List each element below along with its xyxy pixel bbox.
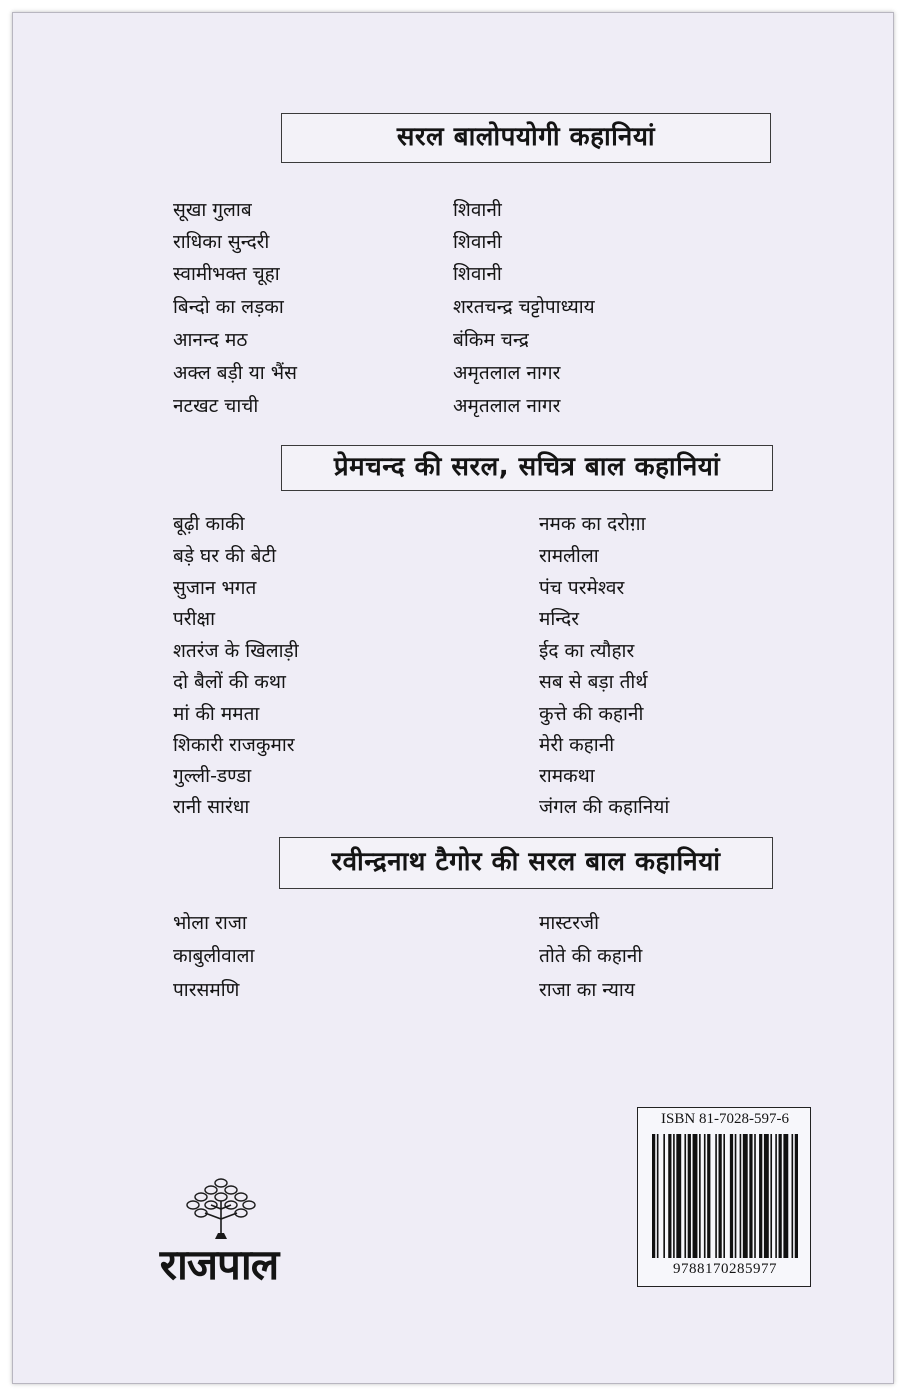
list-item-author: बंकिम चन्द्र <box>453 329 529 351</box>
barcode-bar <box>676 1134 681 1258</box>
list-item: जंगल की कहानियां <box>539 796 670 818</box>
barcode-bar <box>783 1134 788 1258</box>
list-item: मां की ममता <box>173 703 260 725</box>
list-item: पंच परमेश्वर <box>539 577 625 599</box>
list-item-author: शिवानी <box>453 199 502 221</box>
barcode-bar <box>723 1134 725 1258</box>
list-item: परीक्षा <box>173 608 216 630</box>
list-item: बूढ़ी काकी <box>173 513 245 535</box>
list-item: मेरी कहानी <box>539 734 615 756</box>
list-item-author: शिवानी <box>453 231 502 253</box>
barcode-bar <box>663 1134 665 1258</box>
list-item: रामलीला <box>539 545 599 567</box>
barcode-bar <box>657 1134 659 1258</box>
list-item: रानी सारंधा <box>173 796 250 818</box>
list-item: तोते की कहानी <box>539 945 643 967</box>
list-item: भोला राजा <box>173 912 247 934</box>
barcode-bar <box>730 1134 733 1258</box>
list-item: ईद का त्यौहार <box>539 640 635 662</box>
list-item: सब से बड़ा तीर्थ <box>539 671 648 693</box>
barcode-bar <box>740 1134 742 1258</box>
barcode-bar <box>699 1134 701 1258</box>
list-item: नमक का दरोग़ा <box>539 513 646 535</box>
barcode-bar <box>792 1134 794 1258</box>
isbn-label: ISBN 81-7028-597-6 <box>661 1111 789 1127</box>
barcode-bar <box>673 1134 675 1258</box>
section-title-saral-balopyogi: सरल बालोपयोगी कहानियां <box>281 113 771 163</box>
barcode-bar <box>775 1134 777 1258</box>
list-item: स्वामीभक्त चूहा <box>173 263 280 285</box>
barcode-bar <box>652 1134 655 1258</box>
ean-digits: 9788170285977 <box>673 1261 777 1277</box>
list-item: रामकथा <box>539 765 595 787</box>
list-item-author: अमृतलाल नागर <box>453 395 561 417</box>
barcode-bar <box>693 1134 698 1258</box>
list-item: गुल्ली-डण्डा <box>173 765 252 787</box>
barcode-block <box>637 1107 811 1287</box>
list-item: शतरंज के खिलाड़ी <box>173 640 299 662</box>
list-item: राजा का न्याय <box>539 979 635 1001</box>
list-item: राधिका सुन्दरी <box>173 231 270 253</box>
barcode-bar <box>759 1134 762 1258</box>
barcode-bar <box>795 1134 798 1258</box>
section-title-premchand: प्रेमचन्द की सरल, सचित्र बाल कहानियां <box>281 445 773 491</box>
list-item-author: शरतचन्द्र चट्टोपाध्याय <box>453 296 595 318</box>
list-item: नटखट चाची <box>173 395 259 417</box>
barcode-bar <box>743 1134 748 1258</box>
list-item-author: अमृतलाल नागर <box>453 362 561 384</box>
barcode-bar <box>688 1134 691 1258</box>
barcode-bar <box>779 1134 782 1258</box>
barcode-bar <box>704 1134 706 1258</box>
barcode-bar <box>754 1134 756 1258</box>
list-item: सूखा गुलाब <box>173 199 252 221</box>
list-item: दो बैलों की कथा <box>173 671 286 693</box>
list-item-author: शिवानी <box>453 263 502 285</box>
list-item: बिन्दो का लड़का <box>173 296 284 318</box>
list-item: काबुलीवाला <box>173 945 255 967</box>
list-item: आनन्द मठ <box>173 329 248 351</box>
list-item: पारसमणि <box>173 979 240 1001</box>
barcode-bar <box>749 1134 752 1258</box>
barcode-bar <box>770 1134 772 1258</box>
section-title-tagore: रवीन्द्रनाथ टैगोर की सरल बाल कहानियां <box>279 837 773 889</box>
list-item: मन्दिर <box>539 608 580 630</box>
barcode-bar <box>707 1134 710 1258</box>
barcode-icon <box>652 1134 798 1258</box>
publisher-logo-text: राजपाल <box>159 1240 279 1289</box>
back-cover <box>12 12 894 1384</box>
list-item: सुजान भगत <box>173 577 257 599</box>
barcode-bar <box>668 1134 671 1258</box>
list-item: बड़े घर की बेटी <box>173 545 276 567</box>
barcode-bar <box>764 1134 769 1258</box>
barcode-bar <box>715 1134 717 1258</box>
list-item: अक्ल बड़ी या भैंस <box>173 362 297 384</box>
list-item: मास्टरजी <box>539 912 600 934</box>
barcode-bar <box>684 1134 686 1258</box>
list-item: कुत्ते की कहानी <box>539 703 644 725</box>
barcode-bar <box>719 1134 722 1258</box>
barcode-bar <box>735 1134 737 1258</box>
list-item: शिकारी राजकुमार <box>173 734 295 756</box>
